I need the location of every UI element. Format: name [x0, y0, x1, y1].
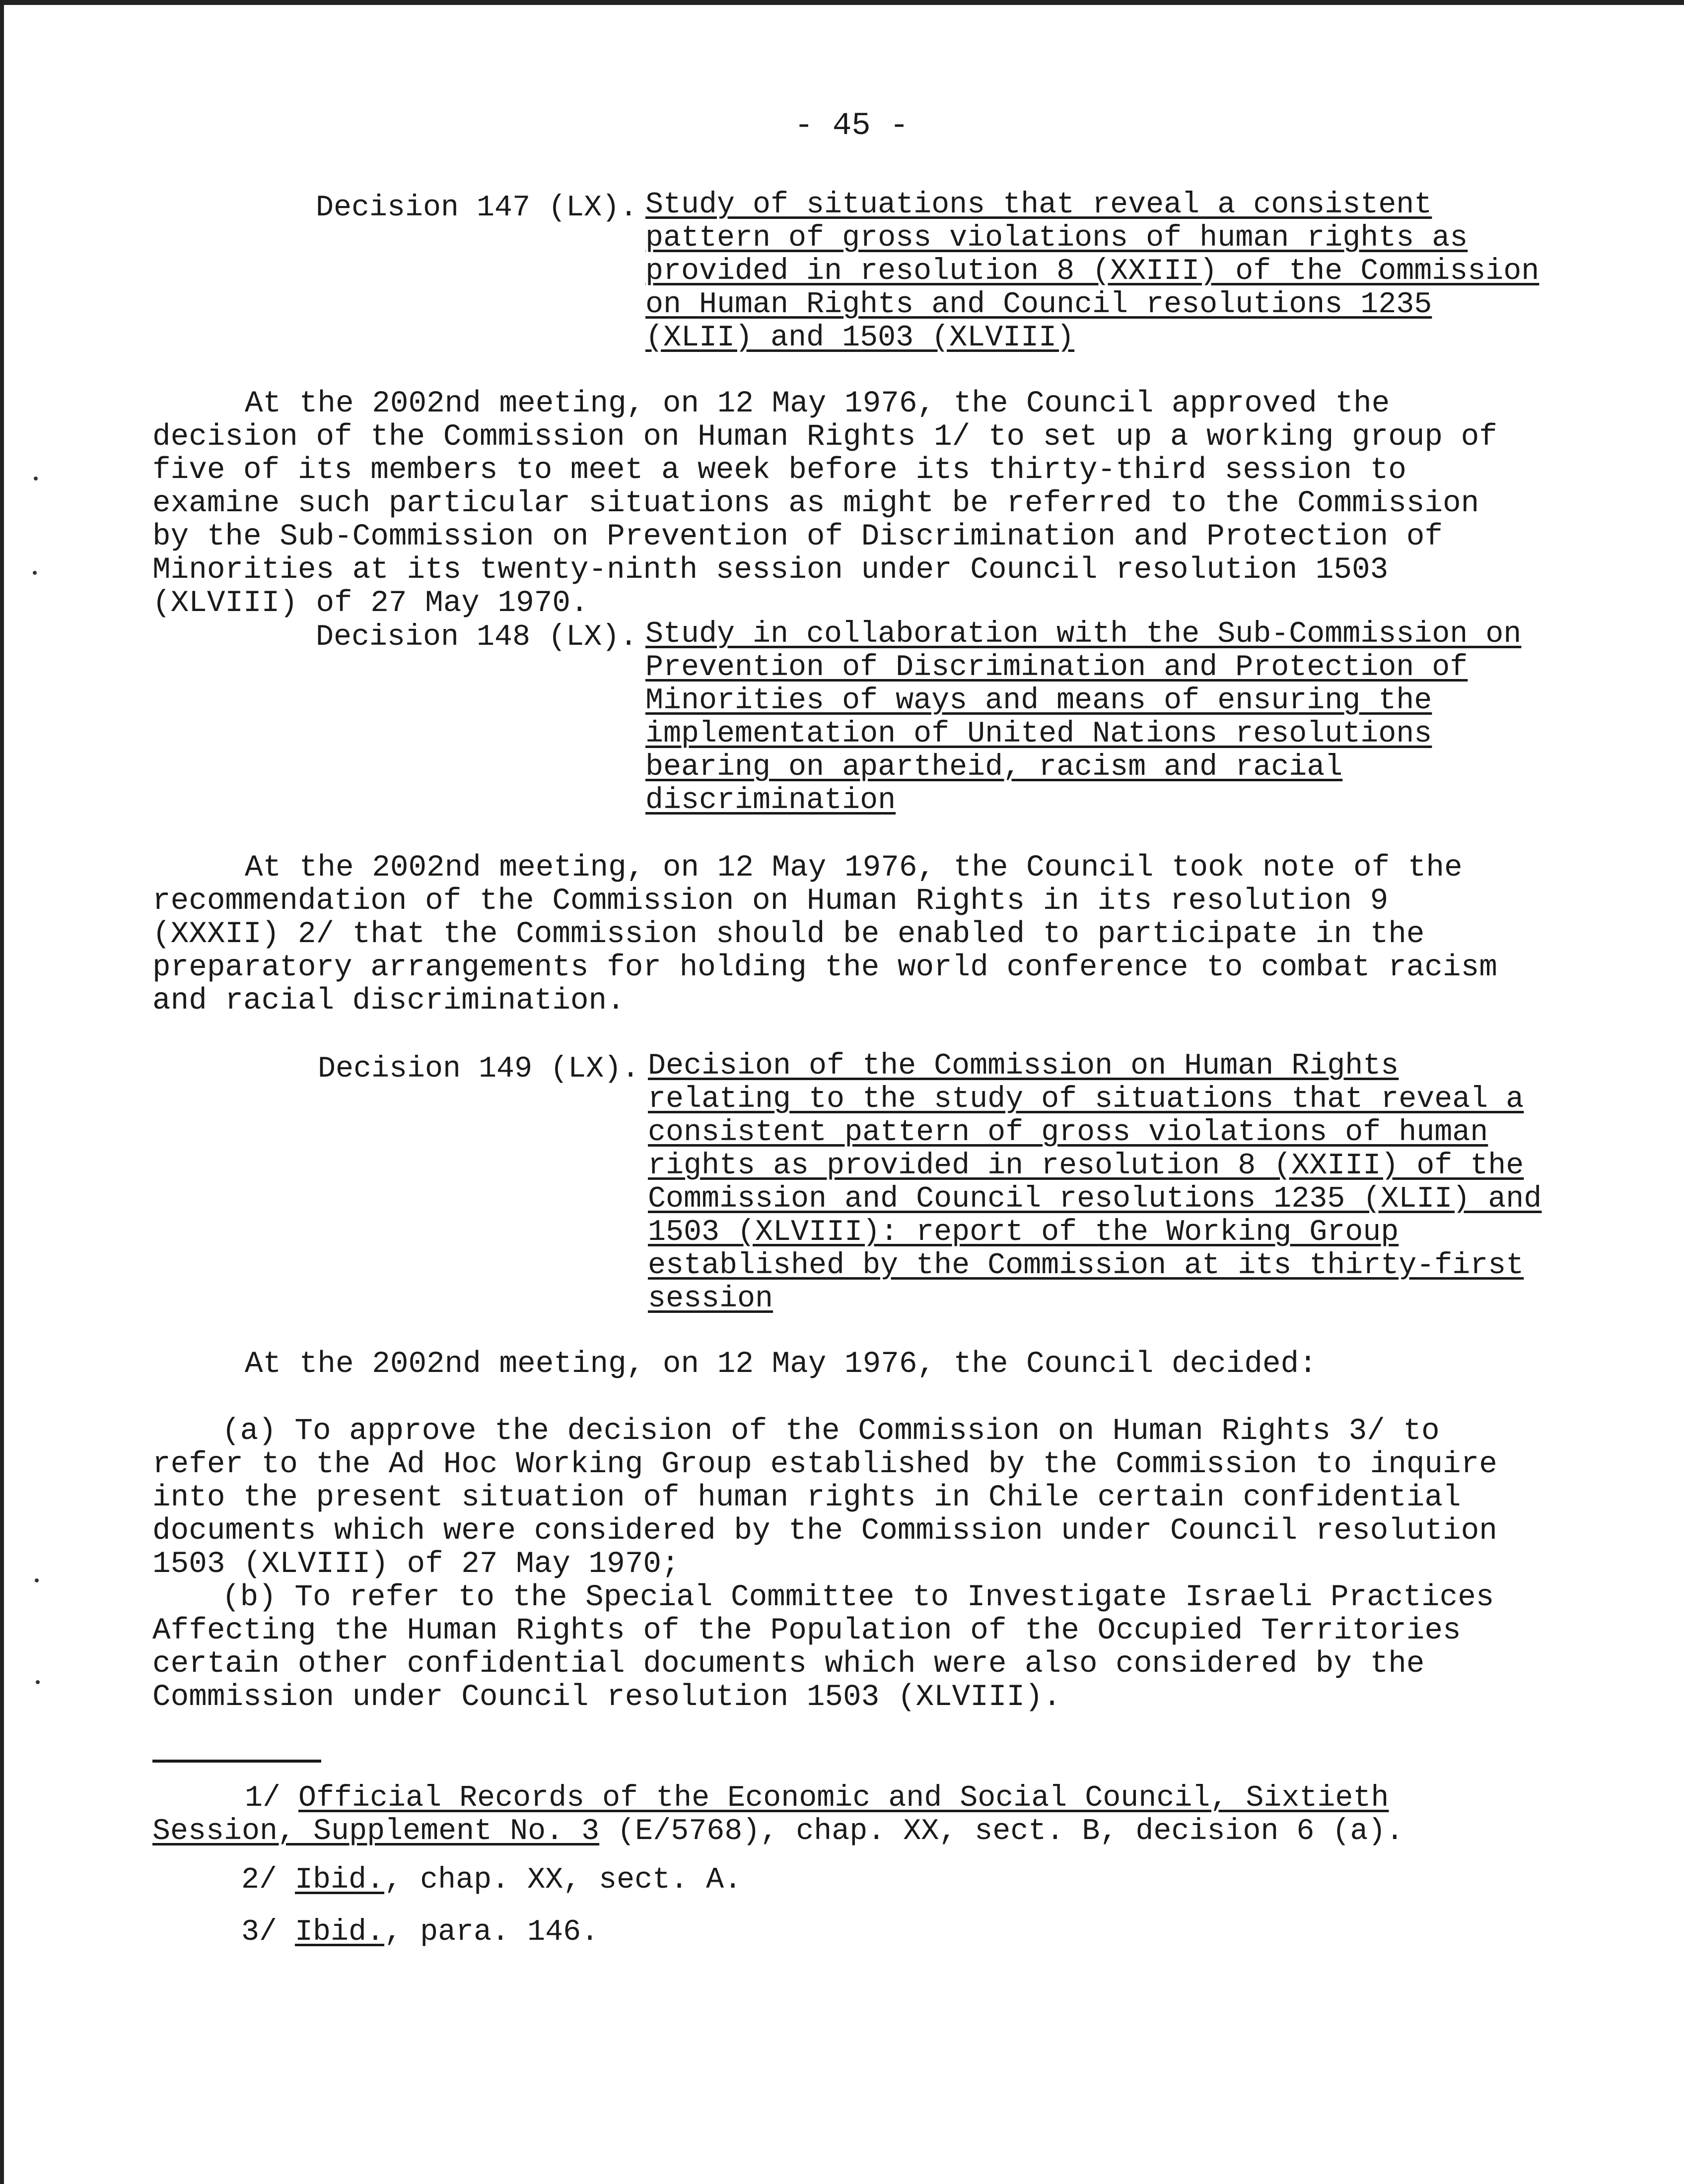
- decision-147-label: Decision 147 (LX).: [316, 191, 638, 225]
- decision-148-label: Decision 148 (LX).: [316, 620, 638, 654]
- decision-149-label: Decision 149 (LX).: [318, 1052, 640, 1086]
- scan-speck: [35, 1578, 39, 1582]
- scan-speck: [33, 571, 37, 575]
- footnote-3-number: 3/: [241, 1915, 278, 1949]
- footnote-2-ibid: Ibid.: [295, 1863, 385, 1897]
- scan-speck: [34, 477, 38, 480]
- scan-border-top: [0, 0, 1684, 5]
- footnote-2-number: 2/: [241, 1863, 278, 1897]
- page-number: - 45 -: [794, 108, 909, 144]
- footnote-3-details: , para. 146.: [384, 1915, 599, 1949]
- footnote-2-details: , chap. XX, sect. A.: [384, 1863, 742, 1897]
- decision-149-item-a: (a) To approve the decision of the Commission on Human Rights 3/ to refer to the Ad Hoc Working Group established by the Commission to inquire into the present situation of human rights in Chile certain confidential documents which were considered by the Commission under Council resolution 1503 (XLVIII) of 27 May 1970;: [152, 1414, 1497, 1581]
- footnote-3-ibid: Ibid.: [295, 1915, 385, 1949]
- decision-148-body: At the 2002nd meeting, on 12 May 1976, the Council took note of the recommendation of the Commission on Human Rights in its resolution 9 (XXXII) 2/ that the Commission should be enabled to participate in the preparatory arrangements for holding the world conference to combat racism and racial discrimination.: [152, 851, 1497, 1018]
- footnote-1: [152, 1782, 1523, 1848]
- footnote-1-details: (E/5768), chap. XX, sect. B, decision 6 (a).: [617, 1815, 1404, 1848]
- footnote-separator: [152, 1760, 321, 1763]
- footnote-1-number: 1/: [245, 1781, 281, 1815]
- decision-147-body: At the 2002nd meeting, on 12 May 1976, the Council approved the decision of the Commission on Human Rights 1/ to set up a working group of five of its members to meet a week before its thirty-third session to examine such particular situations as might be referred to the Commission by the Sub-Commission on Prevention of Discrimination and Protection of Minorities at its twenty-ninth session under Council resolution 1503 (XLVIII) of 27 May 1970.: [152, 387, 1497, 620]
- footnote-1-reference: Official Records of the Economic and Social Council, Sixtieth Session, Supplement No. 3: [152, 1781, 1389, 1848]
- decision-149-body: At the 2002nd meeting, on 12 May 1976, the Council decided:: [245, 1347, 1317, 1381]
- decision-148-title: Study in collaboration with the Sub-Commission on Prevention of Discrimination and Protection of Minorities of ways and means of ensuring the implementation of United Nations resolutions bearing on apartheid, racism and racial discrimination: [645, 617, 1522, 818]
- scan-border-left: [0, 0, 4, 2184]
- footnote-2: [241, 1864, 742, 1897]
- footnote-3: [241, 1916, 599, 1949]
- decision-149-item-b: (b) To refer to the Special Committee to Investigate Israeli Practices Affecting the Human Rights of the Population of the Occupied Territories certain other confidential documents which were also considered by the Commission under Council resolution 1503 (XLVIII).: [152, 1580, 1494, 1714]
- scan-speck: [36, 1680, 40, 1684]
- decision-147-title: Study of situations that reveal a consistent pattern of gross violations of human rights as provided in resolution 8 (XXIII) of the Commission on Human Rights and Council resolutions 1235 (XLII) and 1503 (XLVIII): [645, 188, 1540, 355]
- decision-149-title: Decision of the Commission on Human Rights relating to the study of situations that reveal a consistent pattern of gross violations of human rights as provided in resolution 8 (XXIII) of the Commission and Council resolutions 1235 (XLII) and 1503 (XLVIII): report of the Working Group established by the Commission at its thirty-first session: [648, 1049, 1542, 1316]
